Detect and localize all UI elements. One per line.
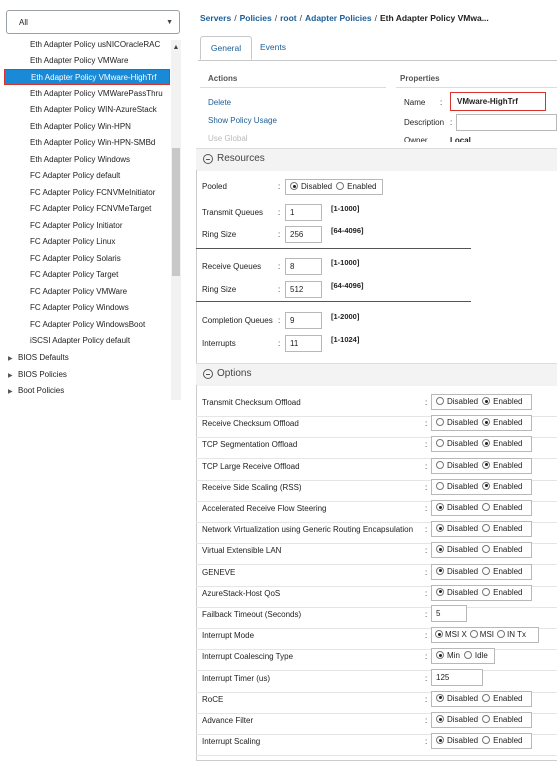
name-label: Name <box>404 98 426 107</box>
colon: : <box>425 737 428 747</box>
option-enabled-radio[interactable] <box>482 397 490 405</box>
collapse-icon[interactable] <box>203 369 213 379</box>
options-title: Options <box>217 368 252 379</box>
resource-input[interactable]: 1 <box>285 204 322 221</box>
colon: : <box>278 230 281 239</box>
owner-label: Owner <box>404 136 428 142</box>
option-label: Interrupt Scaling <box>202 737 261 747</box>
option-enabled-radio[interactable] <box>482 503 490 511</box>
option-enabled-label: Enabled <box>493 587 523 597</box>
range-hint: [64-4096] <box>331 226 364 235</box>
option-disabled-label: Disabled <box>447 439 479 449</box>
tree-item[interactable]: FC Adapter Policy FCNVMeInitiator <box>30 187 156 197</box>
pooled-disabled-label: Disabled <box>301 182 333 191</box>
tree-item[interactable]: Eth Adapter Policy usNICOracleRAC <box>30 40 161 49</box>
option-radio-group <box>431 585 532 601</box>
resources-title: Resources <box>217 153 265 164</box>
option-label: Interrupt Coalescing Type <box>202 652 294 662</box>
option-enabled-radio[interactable] <box>482 567 490 575</box>
option-disabled-radio[interactable] <box>436 715 444 723</box>
resource-input[interactable]: 8 <box>285 258 322 275</box>
colon: : <box>278 208 281 217</box>
option-disabled-label: Disabled <box>447 481 479 491</box>
option-enabled-label: Enabled <box>493 736 523 746</box>
option-label: Interrupt Mode <box>202 631 255 641</box>
option-label: Failback Timeout (Seconds) <box>202 610 302 619</box>
interrupt-mode-intx-radio[interactable] <box>497 630 505 638</box>
colon: : <box>278 285 281 294</box>
coalescing-min-label: Min <box>447 651 460 661</box>
range-hint: [1-1024] <box>331 335 360 344</box>
interrupt-mode-msi-label: MSI <box>479 630 495 640</box>
range-hint: [1-1000] <box>331 204 360 213</box>
tree-item[interactable]: FC Adapter Policy Solaris <box>30 253 121 263</box>
pooled-radio-group <box>285 179 383 195</box>
option-disabled-radio[interactable] <box>436 524 444 532</box>
option-disabled-radio[interactable] <box>436 482 444 490</box>
interrupt-mode-msix-radio[interactable] <box>435 630 443 638</box>
tree-item[interactable]: Eth Adapter Policy Windows <box>30 154 131 164</box>
tree-item[interactable]: FC Adapter Policy Target <box>30 270 119 279</box>
tree-item[interactable]: FC Adapter Policy Windows <box>30 303 129 312</box>
properties-heading: Properties <box>400 74 440 83</box>
options-panel-header[interactable] <box>196 363 557 386</box>
chevron-down-icon: ▼ <box>166 19 173 26</box>
owner-value: Local <box>450 136 471 142</box>
filter-value: All <box>19 18 28 27</box>
expand-arrow-icon[interactable]: ▶ <box>8 389 13 395</box>
colon: : <box>425 631 428 641</box>
option-enabled-radio[interactable] <box>482 439 490 447</box>
resource-input[interactable]: 512 <box>285 281 322 298</box>
option-disabled-label: Disabled <box>447 418 479 428</box>
tree-item[interactable]: FC Adapter Policy FCNVMeTarget <box>30 204 152 213</box>
option-radio-group <box>431 521 532 537</box>
option-radio-group <box>431 564 532 580</box>
option-disabled-label: Disabled <box>447 460 479 470</box>
colon: : <box>425 716 428 725</box>
resource-label: Interrupts <box>202 339 236 348</box>
option-enabled-label: Enabled <box>493 439 523 449</box>
option-radio-group <box>431 458 532 474</box>
colon: : <box>425 588 428 598</box>
option-enabled-label: Enabled <box>493 524 523 534</box>
option-enabled-label: Enabled <box>493 566 523 576</box>
filter-dropdown[interactable] <box>6 10 180 34</box>
colon: : <box>425 419 428 429</box>
option-disabled-radio[interactable] <box>436 567 444 575</box>
description-label: Description <box>404 118 445 127</box>
interrupt-mode-msix-label: MSI X <box>445 630 467 640</box>
option-disabled-radio[interactable] <box>436 694 444 702</box>
option-disabled-label: Disabled <box>447 587 479 597</box>
option-radio-group <box>431 712 532 728</box>
option-disabled-label: Disabled <box>447 736 479 746</box>
option-radio-group <box>431 691 532 707</box>
resource-group-divider <box>196 248 471 249</box>
scroll-up-icon[interactable]: ▲ <box>172 44 180 51</box>
tree-item[interactable]: Eth Adapter Policy VMWare <box>30 55 129 65</box>
option-enabled-radio[interactable] <box>482 524 490 532</box>
tree-item[interactable]: Eth Adapter Policy WIN-AzureStack <box>30 105 157 114</box>
tree-item[interactable]: FC Adapter Policy Initiator <box>30 220 123 230</box>
divider <box>396 87 557 88</box>
option-enabled-label: Enabled <box>493 693 523 703</box>
colon: : <box>425 652 428 662</box>
colon: : <box>425 461 428 471</box>
collapse-icon[interactable] <box>203 154 213 164</box>
option-disabled-label: Disabled <box>447 566 479 576</box>
name-value: VMware-HighTrf <box>450 92 546 111</box>
colon: : <box>440 98 443 107</box>
breadcrumb-root[interactable]: root <box>280 13 297 23</box>
option-radio-group <box>431 415 532 431</box>
tree-item[interactable]: Eth Adapter Policy VMWarePassThru <box>30 88 163 98</box>
colon: : <box>425 567 428 577</box>
option-enabled-label: Enabled <box>493 418 523 428</box>
pooled-enabled-radio[interactable] <box>336 182 344 190</box>
interrupt-mode-intx-label: IN Tx <box>507 630 526 640</box>
bottom-border <box>196 760 557 761</box>
tree-scrollbar[interactable] <box>171 40 181 400</box>
option-label: Receive Checksum Offload <box>202 419 299 429</box>
option-disabled-radio[interactable] <box>436 439 444 447</box>
divider <box>200 87 386 88</box>
coalescing-idle-label: Idle <box>474 651 488 661</box>
interrupt-timer-input[interactable]: 125 <box>431 669 483 686</box>
colon: : <box>278 339 281 348</box>
tab-bar <box>198 36 557 61</box>
option-disabled-label: Disabled <box>447 693 479 703</box>
colon: : <box>450 118 453 127</box>
show-policy-usage-link[interactable]: Show Policy Usage <box>208 116 277 125</box>
tab-general[interactable]: General <box>200 36 252 60</box>
colon: : <box>278 316 281 325</box>
option-label: TCP Large Receive Offload <box>202 461 300 471</box>
breadcrumb <box>200 13 489 23</box>
breadcrumb-servers[interactable]: Servers <box>200 13 232 23</box>
interrupt-mode-msi-radio[interactable] <box>470 630 478 638</box>
option-disabled-radio[interactable] <box>436 545 444 553</box>
option-label: Accelerated Receive Flow Steering <box>202 504 327 513</box>
option-enabled-radio[interactable] <box>482 545 490 553</box>
tree-item[interactable]: FC Adapter Policy VMWare <box>30 286 128 296</box>
tree-group[interactable] <box>8 383 64 399</box>
breadcrumb-separator: / <box>374 13 377 23</box>
colon: : <box>425 610 428 619</box>
actions-heading: Actions <box>208 74 238 83</box>
option-label: Network Virtualization using Generic Routing Encapsulation <box>202 525 414 535</box>
colon: : <box>425 673 428 683</box>
option-radio-group <box>431 436 532 452</box>
breadcrumb-separator: / <box>274 13 278 23</box>
colon: : <box>425 694 428 704</box>
colon: : <box>425 398 428 407</box>
option-radio-group <box>431 500 532 516</box>
resource-label: Completion Queues <box>202 316 273 325</box>
use-global-link: Use Global <box>208 134 248 142</box>
breadcrumb-current: Eth Adapter Policy VMwa... <box>379 13 489 23</box>
resource-label: Ring Size <box>202 230 237 239</box>
description-input[interactable] <box>456 114 557 131</box>
colon: : <box>278 182 281 191</box>
option-enabled-label: Enabled <box>493 503 523 512</box>
option-label: GENEVE <box>202 567 236 577</box>
range-hint: [1-1000] <box>331 258 360 267</box>
option-label: Receive Side Scaling (RSS) <box>202 482 302 492</box>
option-radio-group <box>431 733 532 749</box>
option-enabled-radio[interactable] <box>482 418 490 426</box>
option-enabled-radio[interactable] <box>482 461 490 469</box>
tree-group[interactable] <box>8 367 67 383</box>
option-enabled-radio[interactable] <box>482 588 490 596</box>
tree-item[interactable]: Eth Adapter Policy VMware-HighTrf <box>4 69 170 85</box>
option-label: AzureStack-Host QoS <box>202 588 281 598</box>
range-hint: [1-2000] <box>331 312 360 321</box>
option-label: Interrupt Timer (us) <box>202 673 271 683</box>
option-label: Advance Filter <box>202 716 254 725</box>
option-label: RoCE <box>202 694 224 704</box>
colon: : <box>278 262 281 271</box>
scrollbar-thumb[interactable] <box>172 148 180 276</box>
option-label: Transmit Checksum Offload <box>202 398 301 407</box>
colon: : <box>425 525 428 535</box>
resource-label: Receive Queues <box>202 262 262 271</box>
option-enabled-radio[interactable] <box>482 482 490 490</box>
tab-events[interactable]: Events <box>260 42 286 52</box>
resource-label: Transmit Queues <box>202 208 264 217</box>
range-hint: [64-4096] <box>331 281 364 290</box>
option-enabled-label: Enabled <box>493 397 523 406</box>
breadcrumb-policies[interactable]: Policies <box>239 13 272 23</box>
navigation-tree-panel <box>0 0 186 400</box>
option-disabled-label: Disabled <box>447 503 479 512</box>
resources-panel-header[interactable] <box>196 148 557 171</box>
option-disabled-label: Disabled <box>447 545 479 555</box>
option-disabled-radio[interactable] <box>436 397 444 405</box>
option-disabled-label: Disabled <box>447 524 479 534</box>
option-radio-group <box>431 479 532 495</box>
tree-item[interactable]: iSCSI Adapter Policy default <box>30 336 131 345</box>
tree-group-label: Boot Policies <box>18 386 65 395</box>
option-enabled-radio[interactable] <box>482 694 490 702</box>
option-enabled-label: Enabled <box>493 460 523 470</box>
pooled-disabled-radio[interactable] <box>290 182 298 190</box>
tree-item[interactable]: FC Adapter Policy WindowsBoot <box>30 319 146 329</box>
tree-group[interactable] <box>8 350 69 366</box>
tree-item[interactable]: FC Adapter Policy Linux <box>30 237 116 246</box>
resource-input[interactable]: 9 <box>285 312 322 329</box>
option-label: TCP Segmentation Offload <box>202 440 298 450</box>
expand-arrow-icon[interactable]: ▶ <box>8 372 13 379</box>
coalescing-radio-group <box>431 648 495 664</box>
breadcrumb-separator: / <box>299 13 302 23</box>
tree-item[interactable]: Eth Adapter Policy Win-HPN-SMBd <box>30 138 156 147</box>
pooled-label: Pooled <box>202 182 227 191</box>
option-disabled-label: Disabled <box>447 715 479 724</box>
resource-input[interactable]: 11 <box>285 335 322 352</box>
option-enabled-label: Enabled <box>493 715 523 724</box>
failback-timeout-input[interactable]: 5 <box>431 605 467 622</box>
tree-item[interactable]: FC Adapter Policy default <box>30 171 121 180</box>
interrupt-mode-radio-group <box>431 627 539 643</box>
option-disabled-radio[interactable] <box>436 736 444 744</box>
expand-arrow-icon[interactable]: ▶ <box>8 356 13 362</box>
tree-group-label: BIOS Defaults <box>18 353 69 362</box>
option-enabled-label: Enabled <box>493 545 523 555</box>
colon: : <box>425 482 428 492</box>
tree-group-label: BIOS Policies <box>18 369 67 379</box>
option-radio-group <box>431 394 532 410</box>
option-disabled-radio[interactable] <box>436 588 444 596</box>
colon: : <box>425 504 428 513</box>
option-disabled-label: Disabled <box>447 397 479 406</box>
option-disabled-radio[interactable] <box>436 418 444 426</box>
resource-group-divider <box>196 301 471 302</box>
option-enabled-radio[interactable] <box>482 736 490 744</box>
option-enabled-radio[interactable] <box>482 715 490 723</box>
breadcrumb-separator: / <box>234 13 237 23</box>
pooled-enabled-label: Enabled <box>347 182 377 191</box>
option-label: Virtual Extensible LAN <box>202 546 282 556</box>
delete-link[interactable]: Delete <box>208 98 232 107</box>
coalescing-idle-radio[interactable] <box>464 651 472 659</box>
coalescing-min-radio[interactable] <box>436 651 444 659</box>
option-disabled-radio[interactable] <box>436 503 444 511</box>
colon: : <box>425 440 428 450</box>
colon: : <box>425 546 428 556</box>
resource-input[interactable]: 256 <box>285 226 322 243</box>
option-radio-group <box>431 542 532 558</box>
resource-label: Ring Size <box>202 285 237 294</box>
tree-item[interactable]: Eth Adapter Policy Win-HPN <box>30 121 131 131</box>
breadcrumb-adapter-policies[interactable]: Adapter Policies <box>305 13 372 23</box>
option-disabled-radio[interactable] <box>436 461 444 469</box>
option-enabled-label: Enabled <box>493 481 523 491</box>
